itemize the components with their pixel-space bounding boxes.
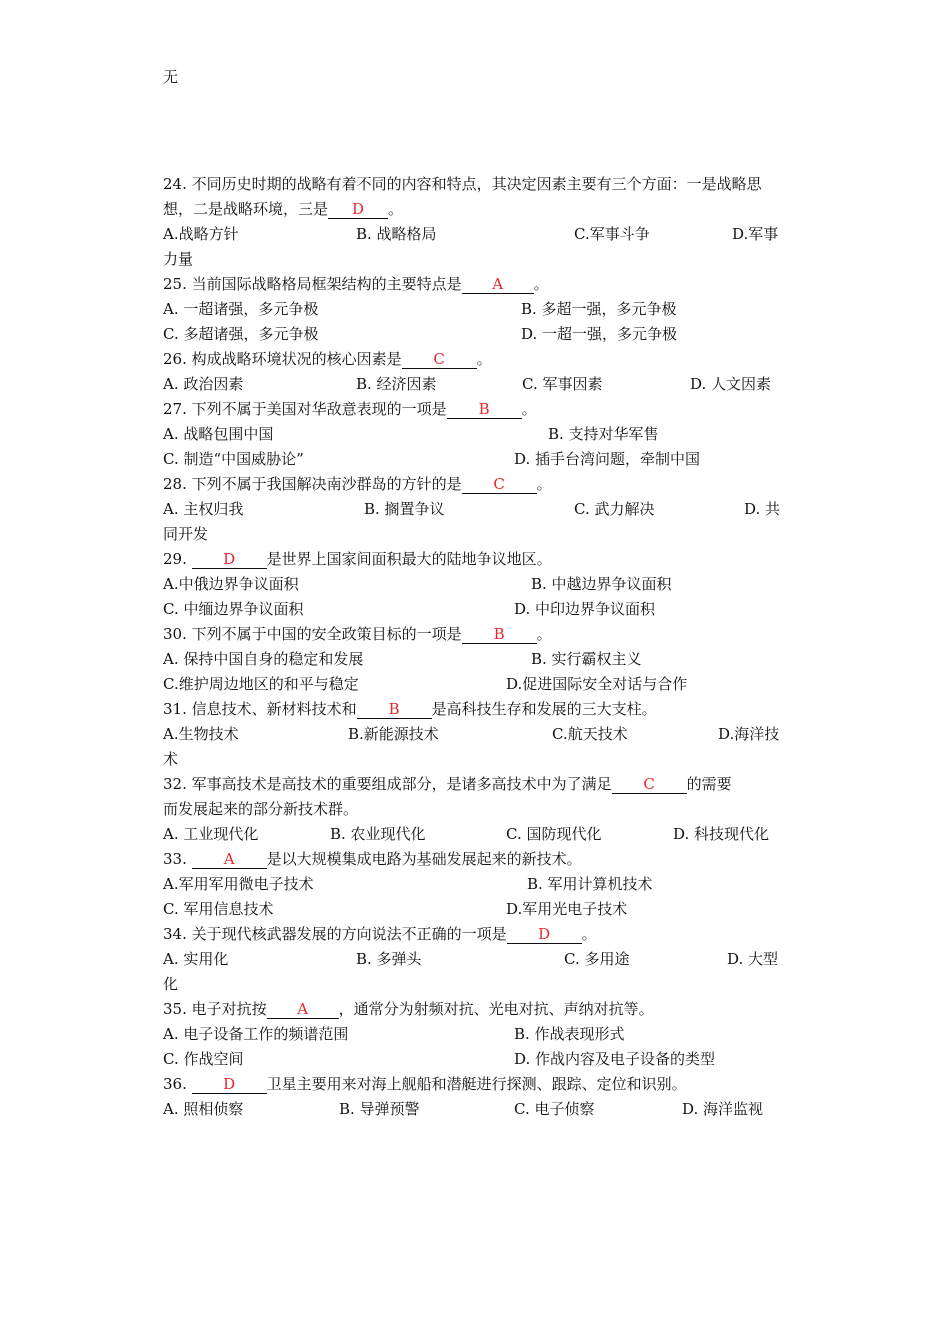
options-row xyxy=(163,497,788,522)
option-c: C. 电子侦察 xyxy=(514,1100,595,1118)
question-stem xyxy=(163,547,788,572)
option-d: D. 科技现代化 xyxy=(673,825,770,843)
stem-text: 31. 信息技术、新材料技术和 xyxy=(163,700,357,718)
question-stem xyxy=(163,172,788,222)
question-stem xyxy=(163,472,788,497)
option-c: C. 制造“中国威胁论” xyxy=(163,450,304,468)
answer-blank: C xyxy=(402,350,477,369)
option-d: D. 中印边界争议面积 xyxy=(514,600,656,618)
options-row xyxy=(163,822,788,847)
question-34 xyxy=(163,922,788,997)
option-d: D. 一超一强，多元争极 xyxy=(521,325,678,343)
question-28 xyxy=(163,472,788,547)
stem-text-after: 。 xyxy=(476,350,492,368)
options-row xyxy=(163,722,788,747)
question-32 xyxy=(163,772,788,847)
question-27 xyxy=(163,397,788,472)
answer-blank: B xyxy=(447,400,522,419)
options-row xyxy=(163,672,788,697)
options-row xyxy=(163,447,788,472)
option-b: B. 多弹头 xyxy=(356,950,422,968)
option-c: C. 武力解决 xyxy=(574,500,655,518)
option-d: D. 人文因素 xyxy=(690,375,772,393)
option-b: B. 搁置争议 xyxy=(364,500,445,518)
option-c: C. 国防现代化 xyxy=(506,825,602,843)
option-a: A.中俄边界争议面积 xyxy=(163,575,299,593)
stem-text: 26. 构成战略环境状况的核心因素是 xyxy=(163,350,402,368)
answer-blank: B xyxy=(357,700,432,719)
option-a: A. 照相侦察 xyxy=(163,1100,244,1118)
options-row xyxy=(163,222,788,247)
answer-blank: A xyxy=(192,850,267,869)
options-row xyxy=(163,872,788,897)
stem-text: 34. 关于现代核武器发展的方向说法不正确的一项是 xyxy=(163,925,507,943)
options-row xyxy=(163,897,788,922)
option-b: B. 导弹预警 xyxy=(339,1100,420,1118)
option-b: B. 中越边界争议面积 xyxy=(531,575,672,593)
option-c: C. 多超诸强，多元争极 xyxy=(163,325,319,343)
question-36 xyxy=(163,1072,788,1122)
option-a: A.战略方针 xyxy=(163,225,239,243)
option-c: C. 中缅边界争议面积 xyxy=(163,600,304,618)
question-stem xyxy=(163,622,788,647)
stem-text-after: 是以大规模集成电路为基础发展起来的新技术。 xyxy=(266,850,582,868)
question-30 xyxy=(163,622,788,697)
stem-text: 24. 不同历史时期的战略有着不同的内容和特点，其决定因素主要有三个方面：一是战略思想，二是战略环境，三是 xyxy=(163,175,762,218)
option-a: A. 主权归我 xyxy=(163,500,244,518)
question-stem xyxy=(163,397,788,422)
option-a: A. 一超诸强，多元争极 xyxy=(163,300,319,318)
stem-text-after: 的需要 xyxy=(686,775,732,793)
question-stem xyxy=(163,272,788,297)
option-d: D.军用光电子技术 xyxy=(506,900,628,918)
stem-text-after: 。 xyxy=(536,625,552,643)
question-stem xyxy=(163,697,788,722)
option-b: B.新能源技术 xyxy=(348,725,439,743)
question-stem xyxy=(163,1072,788,1097)
stem-text: 25. 当前国际战略格局框架结构的主要特点是 xyxy=(163,275,462,293)
question-25 xyxy=(163,272,788,347)
question-26 xyxy=(163,347,788,397)
question-31 xyxy=(163,697,788,772)
option-c: C. 军事因素 xyxy=(522,375,603,393)
option-d-start: D.海洋技 xyxy=(718,725,780,743)
option-d-start: D. 大型 xyxy=(727,950,779,968)
option-b: B. 作战表现形式 xyxy=(514,1025,625,1043)
answer-blank: A xyxy=(462,275,534,294)
option-d: D. 作战内容及电子设备的类型 xyxy=(514,1050,716,1068)
options-row xyxy=(163,1022,788,1047)
question-stem xyxy=(163,772,788,797)
stem-text: 36. xyxy=(163,1075,192,1093)
option-b: B. 支持对华军售 xyxy=(548,425,659,443)
option-d-end: 化 xyxy=(163,975,179,993)
option-d: D. 插手台湾问题，牵制中国 xyxy=(514,450,701,468)
question-stem xyxy=(163,997,788,1022)
option-d: D. 海洋监视 xyxy=(682,1100,764,1118)
option-b: B. 军用计算机技术 xyxy=(527,875,653,893)
question-stem xyxy=(163,847,788,872)
option-a: A. 实用化 xyxy=(163,950,229,968)
stem-text: 35. 电子对抗按 xyxy=(163,1000,267,1018)
option-c: C. 军用信息技术 xyxy=(163,900,274,918)
option-a: A. 工业现代化 xyxy=(163,825,259,843)
stem-text: 33. xyxy=(163,850,192,868)
answer-blank: C xyxy=(462,475,537,494)
answer-blank: D xyxy=(507,925,582,944)
stem-text-after: 。 xyxy=(581,925,597,943)
option-d-start: D. 共 xyxy=(744,500,781,518)
stem-text-after: 。 xyxy=(521,400,537,418)
question-29 xyxy=(163,547,788,622)
options-row xyxy=(163,422,788,447)
stem-text-after: ，通常分为射频对抗、光电对抗、声纳对抗等。 xyxy=(338,1000,654,1018)
question-33 xyxy=(163,847,788,922)
stem-text-after: 。 xyxy=(388,200,404,218)
answer-blank: D xyxy=(192,1075,267,1094)
option-d-end: 术 xyxy=(163,750,179,768)
options-row xyxy=(163,647,788,672)
option-c: C.航天技术 xyxy=(552,725,628,743)
option-c: C. 多用途 xyxy=(564,950,630,968)
option-d-end: 同开发 xyxy=(163,525,209,543)
option-b: B. 经济因素 xyxy=(356,375,437,393)
answer-blank: A xyxy=(267,1000,339,1019)
option-d-end: 力量 xyxy=(163,250,194,268)
option-a: A. 保持中国自身的稳定和发展 xyxy=(163,650,364,668)
stem-text: 27. 下列不属于美国对华敌意表现的一项是 xyxy=(163,400,447,418)
options-row xyxy=(163,597,788,622)
options-row xyxy=(163,947,788,972)
stem-text-after: 卫星主要用来对海上舰船和潜艇进行探测、跟踪、定位和识别。 xyxy=(266,1075,687,1093)
stem-text: 29. xyxy=(163,550,192,568)
leading-text: 无 xyxy=(163,68,179,86)
stem-text: 28. 下列不属于我国解决南沙群岛的方针的是 xyxy=(163,475,462,493)
option-d-start: D.军事 xyxy=(732,225,779,243)
option-a: A. 政治因素 xyxy=(163,375,244,393)
question-24 xyxy=(163,172,788,272)
options-row xyxy=(163,1047,788,1072)
option-a: A.军用军用微电子技术 xyxy=(163,875,314,893)
options-row xyxy=(163,297,788,322)
options-row xyxy=(163,572,788,597)
option-c: C.军事斗争 xyxy=(574,225,650,243)
option-b: B. 实行霸权主义 xyxy=(531,650,642,668)
option-b: B. 农业现代化 xyxy=(330,825,426,843)
stem-text: 30. 下列不属于中国的安全政策目标的一项是 xyxy=(163,625,462,643)
option-b: B. 多超一强，多元争极 xyxy=(521,300,677,318)
question-stem-cont: 而发展起来的部分新技术群。 xyxy=(163,800,359,818)
stem-text-after: 。 xyxy=(536,475,552,493)
option-c: C.维护周边地区的和平与稳定 xyxy=(163,675,359,693)
question-stem xyxy=(163,922,788,947)
options-row xyxy=(163,322,788,347)
question-35 xyxy=(163,997,788,1072)
stem-text-after: 是高科技生存和发展的三大支柱。 xyxy=(431,700,657,718)
option-b: B. 战略格局 xyxy=(356,225,437,243)
option-a: A. 电子设备工作的频谱范围 xyxy=(163,1025,349,1043)
question-list xyxy=(163,172,788,1122)
option-d: D.促进国际安全对话与合作 xyxy=(506,675,688,693)
answer-blank: B xyxy=(462,625,537,644)
options-row xyxy=(163,1097,788,1122)
stem-text-after: 。 xyxy=(533,275,549,293)
stem-text: 32. 军事高技术是高技术的重要组成部分，是诸多高技术中为了满足 xyxy=(163,775,612,793)
option-a: A. 战略包围中国 xyxy=(163,425,274,443)
answer-blank: D xyxy=(192,550,267,569)
options-row xyxy=(163,372,788,397)
option-c: C. 作战空间 xyxy=(163,1050,244,1068)
option-a: A.生物技术 xyxy=(163,725,239,743)
answer-blank: D xyxy=(328,200,388,219)
stem-text-after: 是世界上国家间面积最大的陆地争议地区。 xyxy=(266,550,552,568)
question-stem xyxy=(163,347,788,372)
answer-blank: C xyxy=(612,775,687,794)
